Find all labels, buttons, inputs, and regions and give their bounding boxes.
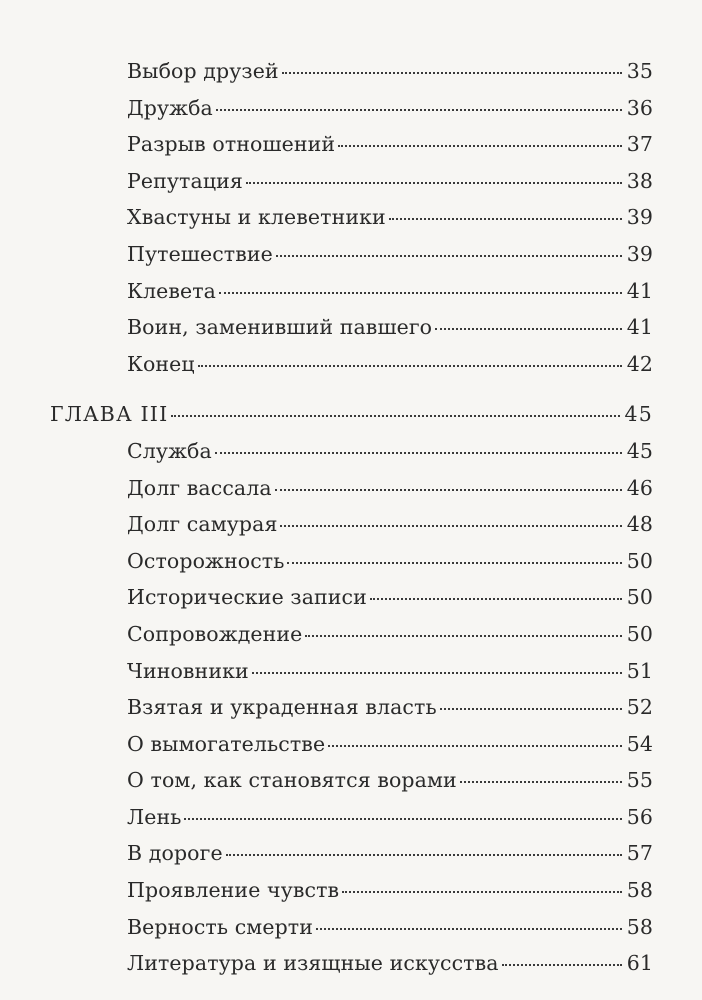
toc-entry-title: О вымогательстве: [127, 731, 326, 756]
toc-entry: [50, 96, 653, 133]
chapter-page: 45: [624, 402, 653, 427]
toc-entry-page: 46: [626, 475, 653, 500]
toc-entry: [50, 622, 653, 659]
dot-leader: [219, 292, 622, 294]
dot-leader: [216, 109, 622, 111]
toc-entry-page: 41: [626, 278, 653, 303]
chapter-title: ГЛАВА III: [50, 402, 169, 427]
dot-leader: [280, 525, 621, 527]
toc-entry: [50, 279, 653, 316]
toc-entry-title: Выбор друзей: [127, 59, 279, 83]
toc-entry-title: Разрыв отношений: [127, 132, 336, 157]
dot-leader: [276, 255, 622, 257]
toc-entry-page: 50: [626, 585, 653, 610]
toc-entry-page: 55: [626, 768, 653, 793]
toc-entry-page: 52: [626, 695, 653, 720]
toc-entry: [50, 132, 653, 169]
toc-entry: [50, 585, 653, 622]
toc-entry-title: Проявление чувств: [127, 878, 340, 903]
dot-leader: [460, 781, 622, 783]
toc-entry-page: 35: [626, 59, 653, 83]
toc-entry-title: О том, как становятся ворами: [127, 768, 457, 793]
toc-entry-page: 50: [626, 621, 653, 646]
toc-entry-page: 57: [626, 841, 653, 866]
toc-entry-page: 39: [626, 205, 653, 230]
toc-entry-page: 58: [626, 914, 653, 939]
toc-entry-title: Хвастуны и клеветники: [127, 205, 386, 230]
dot-leader: [226, 854, 622, 856]
dot-leader: [435, 328, 622, 330]
toc-entry-title: Лень: [127, 804, 182, 829]
toc-entry-page: 50: [626, 548, 653, 573]
toc-entry-page: 39: [626, 241, 653, 266]
toc-entry-page: 36: [626, 95, 653, 120]
toc-entry: [50, 659, 653, 696]
toc-entry: [50, 352, 653, 389]
dot-leader: [246, 182, 622, 184]
dot-leader: [275, 489, 622, 491]
toc-entry-title: Исторические записи: [127, 585, 367, 610]
toc-entry-title: Конец: [127, 351, 195, 376]
dot-leader: [389, 218, 622, 220]
toc-entry-page: 54: [626, 731, 653, 756]
toc-entry-title: Путешествие: [127, 241, 273, 266]
toc-entry: [50, 512, 653, 549]
toc-entry: [50, 695, 653, 732]
dot-leader: [328, 745, 622, 747]
dot-leader: [282, 72, 622, 74]
dot-leader: [502, 964, 622, 966]
dot-leader: [184, 818, 621, 820]
toc-entry-title: В дороге: [127, 841, 223, 866]
toc-entry: [50, 549, 653, 586]
toc-entry-page: 42: [626, 351, 653, 376]
toc-entry: [50, 439, 653, 476]
toc-entry: [50, 169, 653, 206]
toc-entry-title: Литература и изящные искусства: [127, 951, 499, 976]
toc-entry-page: 51: [626, 658, 653, 683]
dot-leader: [440, 708, 622, 710]
dot-leader: [171, 415, 619, 417]
dot-leader: [198, 365, 622, 367]
toc-entry-page: 41: [626, 315, 653, 340]
toc-entry-title: Долг вассала: [127, 475, 272, 500]
toc-entry-title: Верность смерти: [127, 914, 314, 939]
dot-leader: [287, 562, 621, 564]
toc-entry: [50, 732, 653, 769]
toc-entry: [50, 59, 653, 96]
toc-entry-page: 56: [626, 804, 653, 829]
toc-entry: [50, 476, 653, 513]
dot-leader: [370, 598, 622, 600]
toc-entry-title: Служба: [127, 438, 212, 463]
toc-entry-page: 37: [626, 132, 653, 157]
toc-entry: [50, 768, 653, 805]
toc-entry-title: Чиновники: [127, 658, 249, 683]
toc-entry: [50, 242, 653, 279]
toc-entry-page: 48: [626, 512, 653, 537]
dot-leader: [252, 672, 622, 674]
toc-entry: [50, 315, 653, 352]
dot-leader: [316, 928, 622, 930]
toc-entry-title: Взятая и украденная власть: [127, 695, 437, 720]
toc-entry-title: Сопровождение: [127, 621, 303, 646]
table-of-contents: [50, 59, 653, 988]
toc-entry: [50, 915, 653, 952]
toc-entry-title: Осторожность: [127, 548, 285, 573]
toc-entry-page: 58: [626, 878, 653, 903]
toc-entry-title: Клевета: [127, 278, 216, 303]
toc-entry-page: 38: [626, 168, 653, 193]
toc-entry: [50, 805, 653, 842]
toc-entry: [50, 841, 653, 878]
dot-leader: [338, 145, 622, 147]
toc-entry-title: Долг самурая: [127, 512, 278, 537]
toc-entry: [50, 878, 653, 915]
toc-entry-page: 61: [626, 951, 653, 976]
toc-chapter-heading: [50, 402, 653, 439]
toc-entry-page: 45: [626, 438, 653, 463]
toc-entry-title: Дружба: [127, 95, 213, 120]
toc-entry: [50, 205, 653, 242]
dot-leader: [305, 635, 621, 637]
toc-entry: [50, 951, 653, 988]
dot-leader: [215, 452, 622, 454]
toc-entry-title: Воин, заменивший павшего: [127, 315, 433, 340]
dot-leader: [342, 891, 622, 893]
toc-entry-title: Репутация: [127, 168, 243, 193]
